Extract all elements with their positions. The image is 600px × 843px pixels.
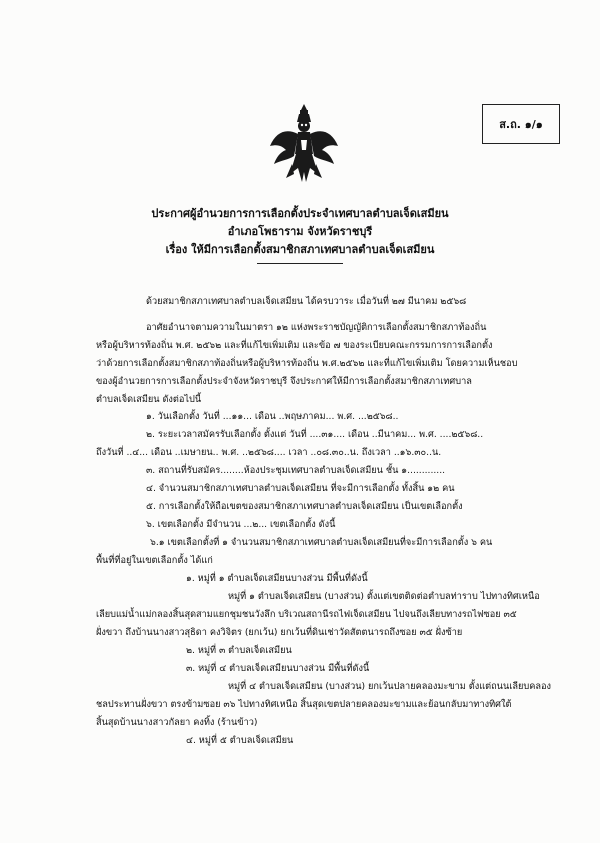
moo4-desc-line1: หมู่ที่ ๔ ตำบลเจ็ดเสมียน (บางส่วน) ยกเว้นปลายคลองมะขาม ตั้งแต่ถนนเลียบคลอง [228,681,551,692]
moo4-desc-line3: สิ้นสุดบ้านนางสาวกัลยา คงทิ้ง (ร้านข้าว) [96,717,258,728]
item-1-election-date: ๑. วันเลือกตั้ง วันที่ ...๑๑... เดือน ..พฤษภาคม... พ.ศ. ...๒๕๖๘.. [146,411,399,422]
form-code-box: ส.ถ. ๑/๑ [482,104,560,144]
moo1-desc-line3: ฝั่งขวา ถึงบ้านนางสาวสุธิดา คงวิจิตร (ยกเว้น) ยกเว้นที่ดินเช่าวัดสัตตนารถถึงซอย ๓๕ ฝั่งซ้าย [96,627,463,638]
para1-line3: ว่าด้วยการเลือกตั้งสมาชิกสภาท้องถิ่นหรือผู้บริหารท้องถิ่น พ.ศ.๒๕๖๒ และที่แก้ไขเพิ่มเติม โดยความเห็นชอบ [96,358,518,369]
moo4-desc-line2: ชลประทานฝั่งขวา ตรงข้ามซอย ๓๖ ไปทางทิศเหนือ สิ้นสุดเขตปลายคลองมะขามและย้อนกลับมาทางทิศใต้ [96,699,512,710]
announcement-title-line2: อำเภอโพธาราม จังหวัดราชบุรี [227,225,373,238]
item-5-election-zone: ๕. การเลือกตั้งให้ถือเขตของสมาชิกสภาเทศบาลตำบลเจ็ดเสมียน เป็นเขตเลือกตั้ง [146,501,463,512]
zone1-line2: พื้นที่ที่อยู่ในเขตเลือกตั้ง ได้แก่ [96,555,213,566]
title-underline [257,263,343,264]
moo5-heading: ๔. หมู่ที่ ๕ ตำบลเจ็ดเสมียน [186,735,294,746]
zone1-line1: ๖.๑ เขตเลือกตั้งที่ ๑ จำนวนสมาชิกสภาเทศบาลตำบลเจ็ดเสมียนที่จะมีการเลือกตั้ง ๖ คน [150,537,493,548]
para1-line5: ตำบลเจ็ดเสมียน ดังต่อไปนี้ [96,394,202,405]
item-3-registration-place: ๓. สถานที่รับสมัคร........ห้องประชุมเทศบาลตำบลเจ็ดเสมียน ชั้น ๑............. [146,465,446,476]
item-4-member-count: ๔. จำนวนสมาชิกสภาเทศบาลตำบลเจ็ดเสมียน ที่จะมีการเลือกตั้ง ทั้งสิ้น ๑๒ คน [146,483,455,494]
announcement-title-line1: ประกาศผู้อำนวยการการเลือกตั้งประจำเทศบาลตำบลเจ็ดเสมียน [151,207,449,220]
moo1-desc-line1: หมู่ที่ ๑ ตำบลเจ็ดเสมียน (บางส่วน) ตั้งแต่เขตติดต่อตำบลท่าราบ ไปทางทิศเหนือ [228,591,540,602]
announcement-subject: เรื่อง ให้มีการเลือกตั้งสมาชิกสภาเทศบาลตำบลเจ็ดเสมียน [165,243,435,256]
moo1-heading: ๑. หมู่ที่ ๑ ตำบลเจ็ดเสมียนบางส่วน มีพื้นที่ดังนี้ [186,573,368,584]
para1-line4: ของผู้อำนวยการการเลือกตั้งประจำจังหวัดราชบุรี จึงประกาศให้มีการเลือกตั้งสมาชิกสภาเทศบาล [96,376,472,387]
garuda-emblem-icon [268,102,340,188]
intro-paragraph: ด้วยสมาชิกสภาเทศบาลตำบลเจ็ดเสมียน ได้ครบวาระ เมื่อวันที่ ๒๗ มีนาคม ๒๕๖๘ [146,296,467,307]
item-2-registration-period: ๒. ระยะเวลาสมัครรับเลือกตั้ง ตั้งแต่ วันที่ ....๓๑.... เดือน ..มีนาคม... พ.ศ. ....๒๕๖๘.. [146,429,484,440]
para1-line1: อาศัยอำนาจตามความในมาตรา ๑๒ แห่งพระราชบัญญัติการเลือกตั้งสมาชิกสภาท้องถิ่น [146,322,487,333]
moo4-heading: ๓. หมู่ที่ ๔ ตำบลเจ็ดเสมียนบางส่วน มีพื้นที่ดังนี้ [186,663,370,674]
para1-line2: หรือผู้บริหารท้องถิ่น พ.ศ. ๒๕๖๒ และที่แก้ไขเพิ่มเติม และข้อ ๗ ของระเบียบคณะกรรมการการเลือกตั้ง [96,340,493,351]
item-6-zone-count: ๖. เขตเลือกตั้ง มีจำนวน ...๒... เขตเลือกตั้ง ดังนี้ [146,519,336,530]
moo3-heading: ๒. หมู่ที่ ๓ ตำบลเจ็ดเสมียน [186,645,292,656]
moo1-desc-line2: เลียบแม่น้ำแม่กลองสิ้นสุดสามแยกชุมชนวังลึก บริเวณสถานีรถไฟเจ็ดเสมียน ไปจนถึงเลียบทางรถไฟซอย ๓๕ [96,609,517,620]
item-2-registration-period-cont: ถึงวันที่ ..๔... เดือน ..เมษายน.. พ.ศ. ..๒๕๖๘.... เวลา ..๐๘.๓๐..น. ถึงเวลา ..๑๖.๓๐..น. [96,447,442,458]
